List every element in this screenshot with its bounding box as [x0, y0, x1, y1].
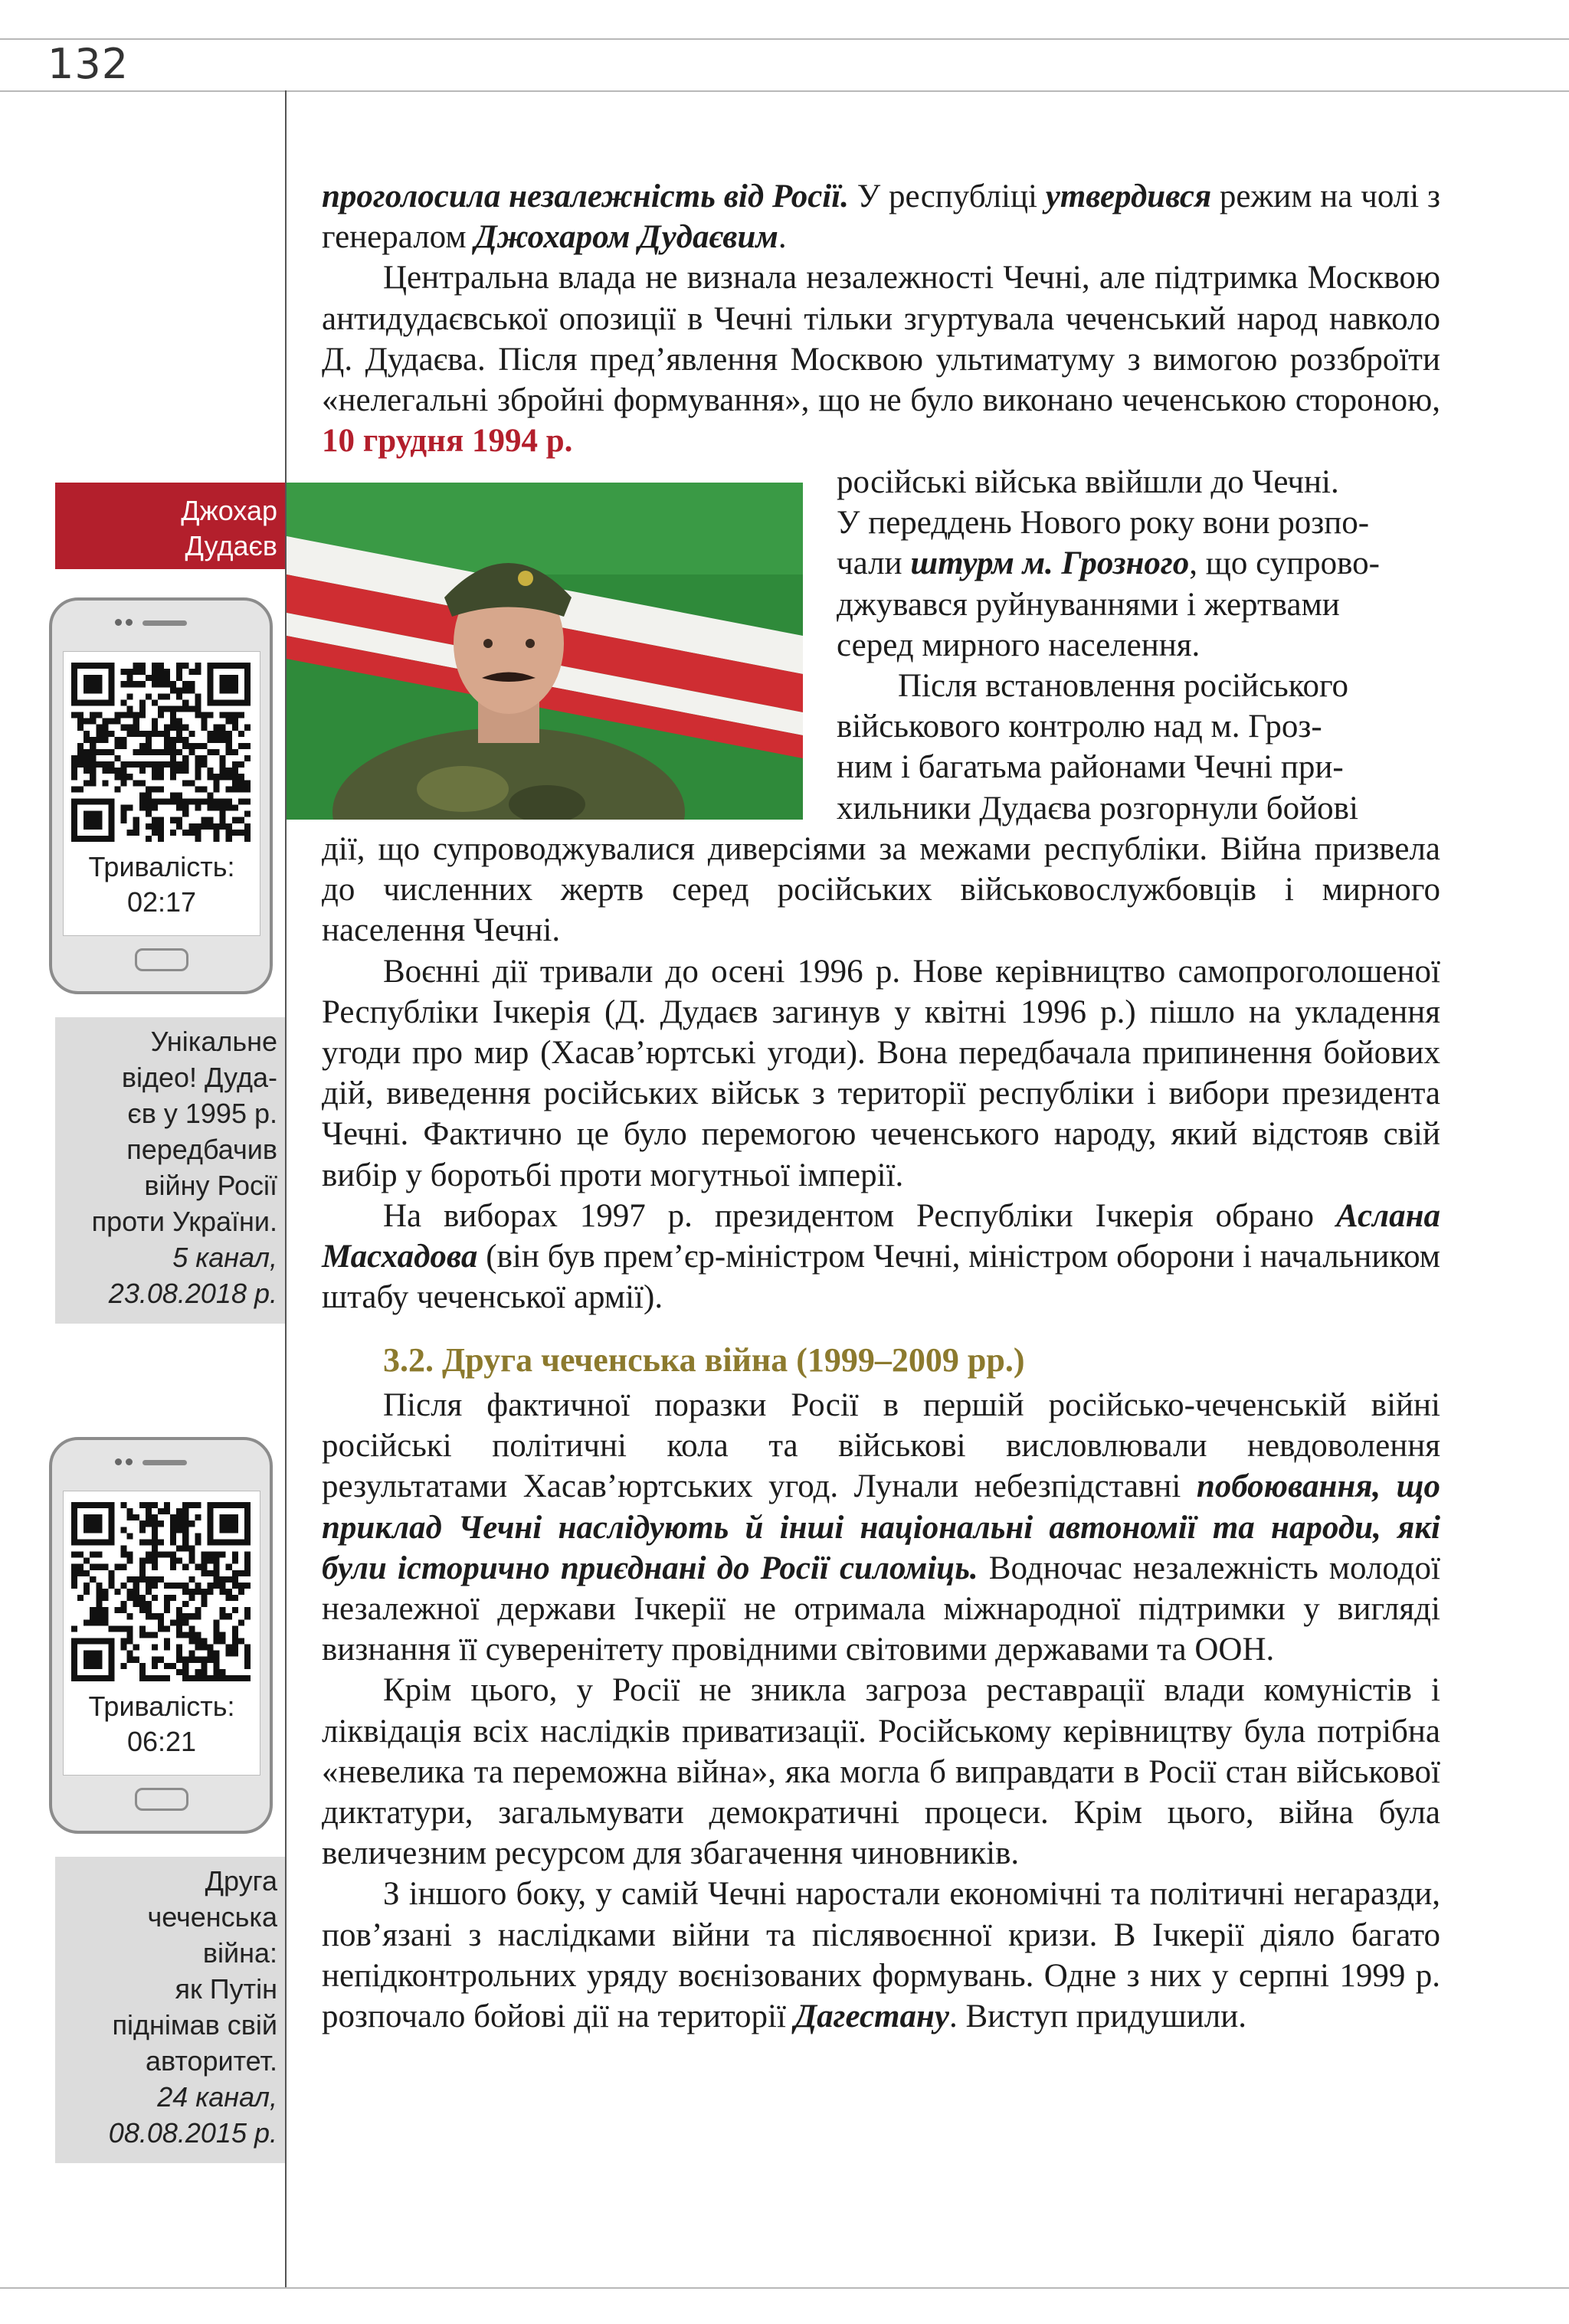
text-run: (він був прем’єр-міністром Чечні, міністром оборони і начальником штабу чеченської армії).: [322, 1239, 1440, 1316]
emphasis: утвердився: [1045, 178, 1212, 214]
text-run: З іншого боку, у самій Чечні наростали економічні та політичні негаразди, пов’язані з наслідками війни та післявоєнної кризи. В Ічкерії діяло багато непідконтрольних уряду воєнізованих формувань. Одне з них у серпні 1999 р. розпочало бойові дії на території: [322, 1876, 1440, 2035]
phone-screen: [63, 651, 260, 936]
caption-source: 5 канал,: [172, 1242, 277, 1273]
caption-line: відео! Дуда-: [121, 1062, 277, 1093]
text-run: чали: [837, 545, 911, 582]
video-caption-2: [55, 1857, 285, 2163]
paragraph: Воєнні дії тривали до осені 1996 р. Нове керівництво самопроголошеної Республіки Ічкерія (Д. Дудаєв загинув у квітні 1996 р.) пішло на укладення угоди про мир (Хасав’юртські угоди). Вона передбачала припинення бойових дій, виведення російських військ з території республіки і вибори президента Чечні. Фактично це було перемогою чеченського народу, який відстояв свій вибір у боротьбі проти могутньої імперії.: [322, 953, 1440, 1193]
caption-line: війна:: [202, 1937, 277, 1969]
portrait-caption-line: Джохар: [181, 495, 277, 526]
portrait-photo: [287, 483, 803, 820]
caption-line: піднімав свій: [112, 2009, 277, 2041]
text-run: .: [778, 219, 787, 256]
text-line: ним і багатьма районами Чечні при-: [837, 749, 1344, 786]
portrait-caption-line: Дудаєв: [185, 530, 277, 561]
paragraph: дії, що супроводжувалися диверсіями за межами республіки. Війна призвела до численних жертв серед російських військовослужбовців і мирного населення Чечні.: [322, 831, 1440, 949]
text-run: Після фактичної поразки Росії в першій російсько-чеченській війні російські політичні кола та військові висловлювали невдоволення результатами Хасав’юртських угод. Лунали небезпідставні: [322, 1387, 1440, 1505]
text-run: Центральна влада не визнала незалежності Чечні, але підтримка Москвою антидудаєвської опозиції в Чечні тільки згуртувала чеченський народ навколо Д. Дудаєва. Після пред’явлення Москвою ультиматуму з вимогою роззброїти «нелегальні збройні формування», що не було виконано чеченською стороною,: [322, 260, 1440, 419]
caption-source: 08.08.2015 р.: [108, 2117, 277, 2149]
bottom-rule: [0, 2287, 1569, 2289]
text-run: . Виступ придушили.: [948, 1998, 1246, 2035]
main-text-middle: [322, 829, 1440, 1317]
phone-screen: [63, 1491, 260, 1776]
section-heading: 3.2. Друга чеченська війна (1999–2009 рр.): [383, 1341, 1025, 1379]
caption-line: Друга: [205, 1865, 277, 1897]
duration-label: Тривалість:: [88, 1691, 235, 1722]
main-text-top: [322, 176, 1440, 461]
caption-source: 24 канал,: [157, 2081, 277, 2113]
top-rule: [0, 38, 1569, 40]
date-highlight: 10 грудня 1994 р.: [322, 423, 573, 460]
caption-line: війну Росії: [144, 1170, 277, 1201]
portrait-image: [287, 483, 803, 820]
text-line: У переддень Нового року вони розпо-: [837, 505, 1370, 542]
text-line: військового контролю над м. Гроз-: [837, 709, 1322, 745]
qr-code-icon[interactable]: [71, 1502, 251, 1681]
video-qr-phone-2[interactable]: [49, 1437, 273, 1834]
video-qr-phone-1[interactable]: [49, 597, 273, 994]
emphasis: побоювання, що приклад Чечні наслідують й інші національні автономії та народи, які були історично приєднані до Росії силоміць.: [322, 1468, 1440, 1586]
text-line: хильники Дудаєва розгорнули бойові: [837, 790, 1358, 826]
speaker-icon: [142, 1460, 187, 1465]
emphasis: проголосила незалежність від Росії.: [322, 178, 849, 214]
emphasis: Аслана Масхадова: [322, 1197, 1440, 1275]
qr-code-icon[interactable]: [71, 663, 251, 842]
header-rule: [0, 90, 1569, 92]
emphasis: штурм м. Грозного: [910, 545, 1190, 582]
text-run: На виборах 1997 р. президентом Республіки Ічкерія обрано: [383, 1197, 1336, 1234]
margin-rule: [285, 90, 287, 2287]
speaker-icon: [142, 620, 187, 626]
caption-line: єв у 1995 р.: [127, 1098, 277, 1129]
text-line: джувався руйнуваннями і жертвами: [837, 586, 1340, 623]
text-run: режим на чолі з генералом: [322, 178, 1440, 256]
duration-value: 02:17: [126, 886, 197, 918]
caption-line: передбачив: [126, 1134, 277, 1165]
caption-line: проти України.: [91, 1206, 277, 1237]
portrait-caption: [55, 483, 285, 569]
duration-value: 06:21: [126, 1726, 197, 1757]
page-number: 132: [47, 40, 129, 88]
duration-label: Тривалість:: [88, 851, 235, 882]
caption-line: авторитет.: [145, 2045, 277, 2077]
caption-source: 23.08.2018 р.: [108, 1278, 277, 1309]
video-caption-1: [55, 1017, 285, 1324]
sensor-icon: [126, 619, 133, 626]
emphasis: Джохаром Дудаєвим: [474, 219, 778, 256]
caption-line: як Путін: [175, 1973, 277, 2005]
caption-line: Унікальне: [150, 1026, 277, 1057]
home-button-icon: [135, 948, 188, 971]
text-line: Після встановлення російського: [898, 668, 1349, 705]
text-run: , що супрово-: [1189, 545, 1381, 582]
camera-icon: [115, 619, 122, 626]
text-line: російські війська ввійшли до Чечні.: [837, 464, 1339, 500]
text-run: Водночас незалежність молодої незалежної держави Ічкерії не отримала міжнародної підтримки у вигляді визнання її суверенітету провідними світовими державами та ООН.: [322, 1550, 1440, 1668]
sensor-icon: [126, 1458, 133, 1465]
home-button-icon: [135, 1788, 188, 1811]
main-text-bottom: [322, 1385, 1440, 2037]
text-line: серед мирного населення.: [837, 627, 1200, 663]
text-run: У республіці: [848, 178, 1046, 214]
paragraph: Крім цього, у Росії не зникла загроза реставрації влади комуністів і ліквідація всіх наслідків приватизації. Російському керівництву була потрібна «невелика та переможна війна», яка могла б виправдати в Росії стан військової диктатури, загальмувати демократичні процеси. Крім цього, війна була величезним ресурсом для збагачення чиновників.: [322, 1672, 1440, 1872]
camera-icon: [115, 1458, 122, 1465]
emphasis: Дагестану: [794, 1998, 949, 2035]
wrapped-text: [837, 462, 1440, 829]
caption-line: чеченська: [147, 1901, 277, 1933]
